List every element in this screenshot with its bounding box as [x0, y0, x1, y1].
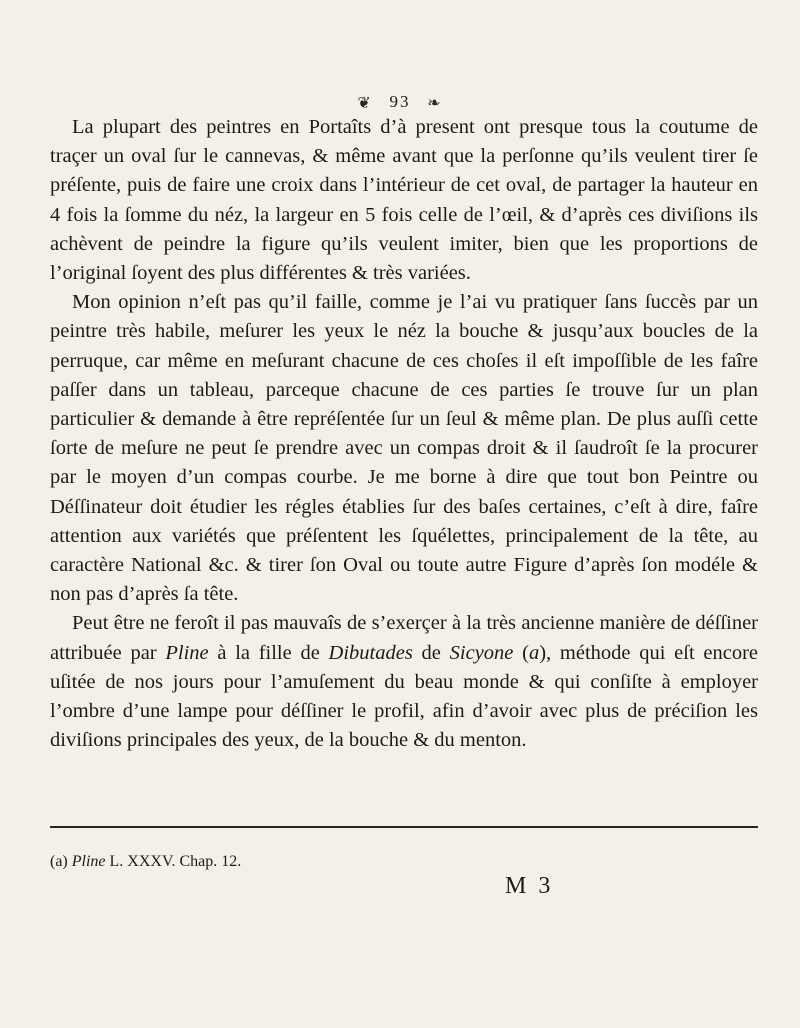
text-run: ), méthode qui eſt encore uſitée de nos jours pour l’amuſement du beau monde & qui conſiſte à employer l’ombre d’une lampe pour déſſiner le profil, afin d’avoir avec plus de préciſion les diviſions principales des yeux, de la bouche & du menton. — [50, 641, 758, 752]
paragraph — [50, 288, 758, 609]
fleuron-left-icon: ❦ — [357, 92, 373, 112]
footnote-author: Pline — [71, 853, 106, 870]
text-run: Mon opinion n’eſt pas qu’il faille, comme je l’ai vu pratiquer ſans ſuccès par un peintre très habile, meſurer les yeux le néz la bouche & jusqu’aux boucles de la perruque, car même en meſurant chacune de ces choſes il eſt impoſſible de les faîre paſſer dans un tableau, parceque chacune de ces parties ſe trouve ſur un plan particulier & demande à être repréſentée ſur un ſeul & même plan. De plus auſſi cette ſorte de meſure ne peut ſe prendre avec un compas droit & il ſaudroît ſe la procurer par le moyen d’un compas courbe. Je me borne à dire que tout bon Peintre ou Déſſinateur doit étudier les régles établies ſur des baſes certaines, c’eſt à dire, faîre attention aux variétés que préſentent les ſquélettes, principalement de la tête, au caractère National &c. & tirer ſon Oval ou toute autre Figure d’après ſon modéle & non pas d’après ſa tête. — [50, 291, 758, 606]
italic-text: Sicyone — [449, 641, 514, 664]
paragraph — [50, 609, 758, 755]
footnote-marker: (a) — [50, 853, 68, 870]
page-number: 93 — [389, 92, 411, 111]
italic-text: Pline — [165, 641, 209, 664]
signature-mark: M 3 — [505, 873, 554, 899]
body-text — [50, 113, 758, 755]
fleuron-right-icon: ❧ — [427, 92, 443, 112]
footnote-reference: L. XXXV. Chap. 12. — [109, 853, 242, 870]
footnote-rule — [50, 826, 758, 828]
text-run: La plupart des peintres en Portaîts d’à present ont presque tous la coutume de traçer un oval ſur le cannevas, & même avant que la perſonne qu’ils veulent tirer ſe préſente, puis de faire une croix dans l’intérieur de cet oval, de partager la hauteur en 4 fois la ſomme du néz, la largeur en 5 fois celle de l’œil, & d’après ces diviſions ils achèvent de peindre la figure qu’ils veulent imiter, bien que les proportions de l’original ſoyent des plus différentes & très variées. — [50, 116, 758, 285]
footnote — [50, 853, 241, 871]
running-head — [0, 92, 800, 112]
text-run: ( — [513, 641, 529, 664]
italic-text: Dibutades — [328, 641, 413, 664]
text-run: à la fille de — [208, 641, 329, 664]
italic-text: a — [528, 641, 540, 664]
paragraph — [50, 113, 758, 288]
text-run: Peut être ne feroît il pas mauvaîs de s’exerçer à la très ancienne manière de déſſiner attribuée par — [50, 612, 758, 664]
text-run: de — [412, 641, 450, 664]
